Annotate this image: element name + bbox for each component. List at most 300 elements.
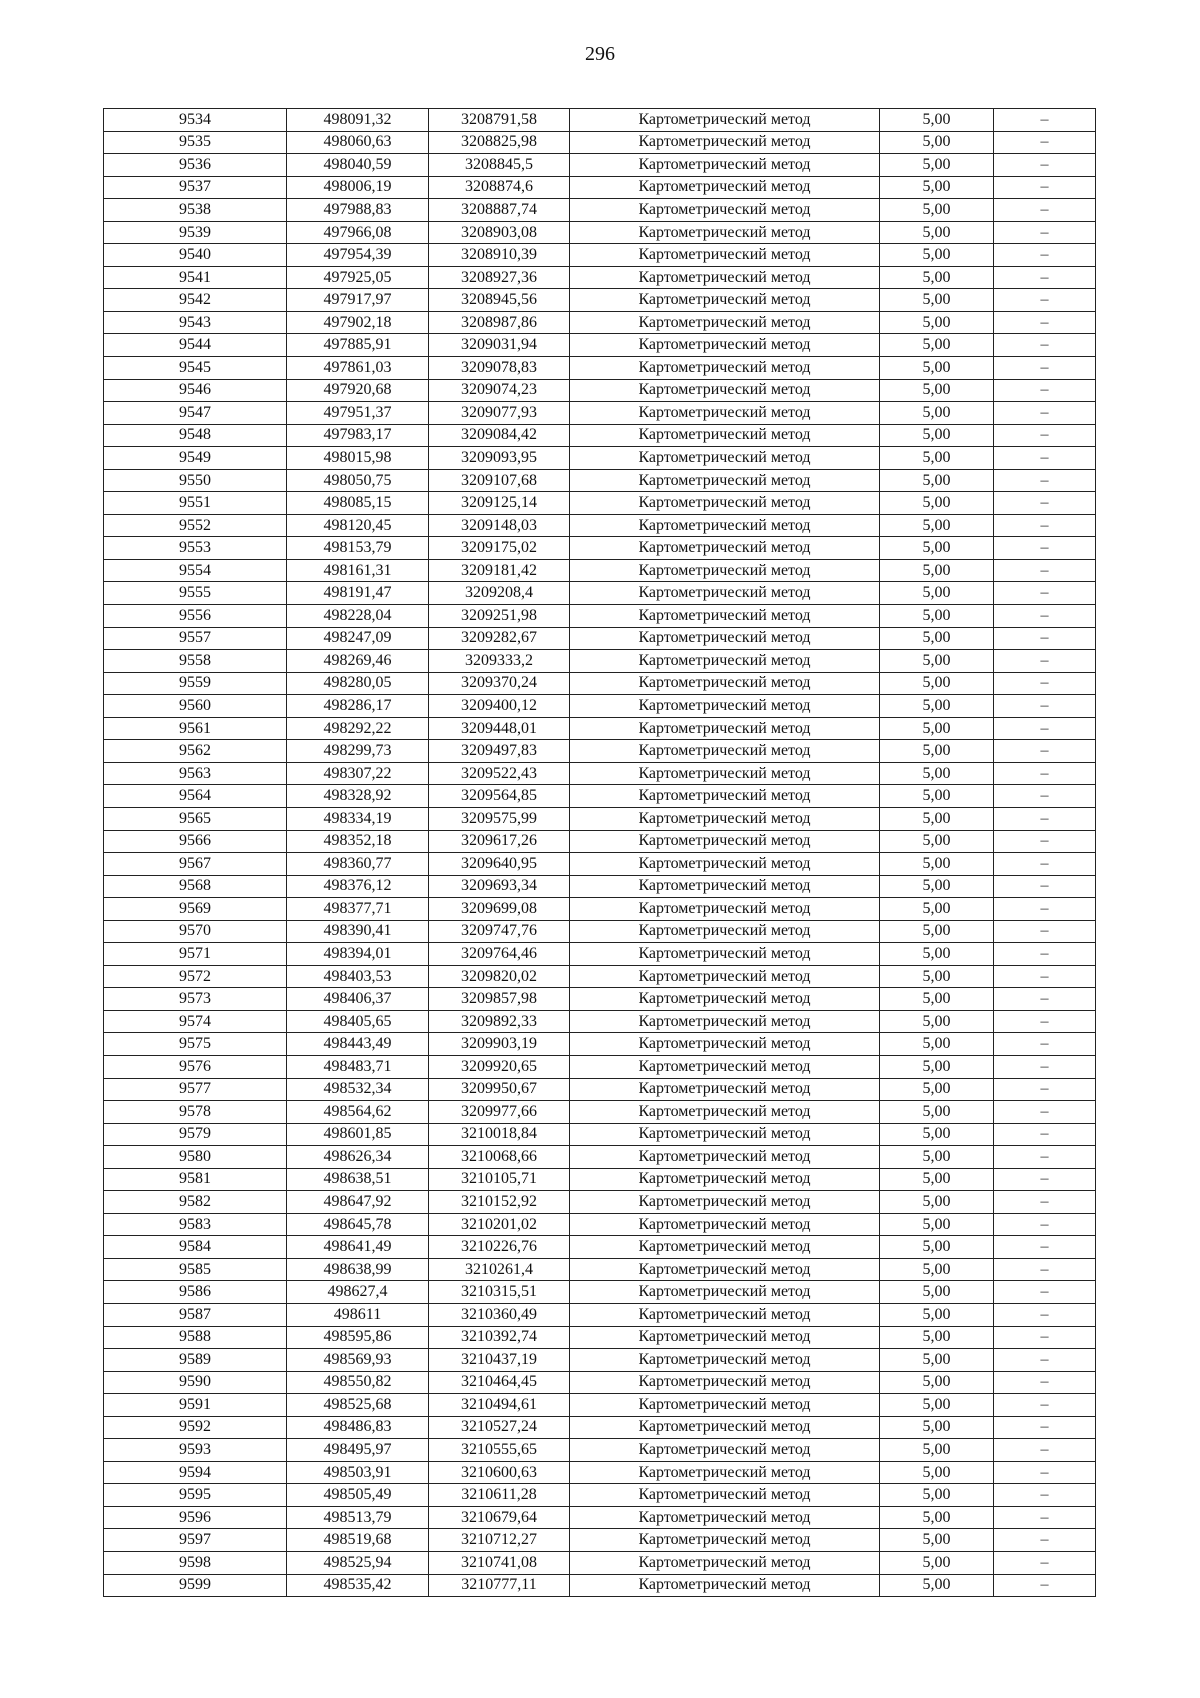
point-number-cell: 9534 <box>104 109 287 132</box>
description-cell: – <box>994 807 1096 830</box>
x-coordinate-cell: 498647,92 <box>287 1191 429 1214</box>
x-coordinate-cell: 498535,42 <box>287 1574 429 1597</box>
description-cell: – <box>994 943 1096 966</box>
method-cell: Картометрический метод <box>570 1506 880 1529</box>
table-row <box>104 875 1096 898</box>
x-coordinate-cell: 498390,41 <box>287 920 429 943</box>
y-coordinate-cell: 3210226,76 <box>429 1236 570 1259</box>
y-coordinate-cell: 3209175,02 <box>429 537 570 560</box>
accuracy-cell: 5,00 <box>880 1461 994 1484</box>
x-coordinate-cell: 498638,51 <box>287 1168 429 1191</box>
method-cell: Картометрический метод <box>570 898 880 921</box>
description-cell: – <box>994 492 1096 515</box>
method-cell: Картометрический метод <box>570 740 880 763</box>
point-number-cell: 9569 <box>104 898 287 921</box>
accuracy-cell: 5,00 <box>880 807 994 830</box>
table-row <box>104 1281 1096 1304</box>
table-row <box>104 131 1096 154</box>
table-row <box>104 1416 1096 1439</box>
y-coordinate-cell: 3208887,74 <box>429 199 570 222</box>
table-row <box>104 672 1096 695</box>
method-cell: Картометрический метод <box>570 1123 880 1146</box>
x-coordinate-cell: 497917,97 <box>287 289 429 312</box>
accuracy-cell: 5,00 <box>880 311 994 334</box>
x-coordinate-cell: 498292,22 <box>287 717 429 740</box>
accuracy-cell: 5,00 <box>880 1303 994 1326</box>
description-cell: – <box>994 447 1096 470</box>
x-coordinate-cell: 498394,01 <box>287 943 429 966</box>
x-coordinate-cell: 498228,04 <box>287 605 429 628</box>
description-cell: – <box>994 605 1096 628</box>
accuracy-cell: 5,00 <box>880 650 994 673</box>
x-coordinate-cell: 498015,98 <box>287 447 429 470</box>
x-coordinate-cell: 498532,34 <box>287 1078 429 1101</box>
table-row <box>104 357 1096 380</box>
x-coordinate-cell: 498645,78 <box>287 1213 429 1236</box>
method-cell: Картометрический метод <box>570 514 880 537</box>
table-row <box>104 717 1096 740</box>
method-cell: Картометрический метод <box>570 695 880 718</box>
x-coordinate-cell: 498503,91 <box>287 1461 429 1484</box>
y-coordinate-cell: 3210464,45 <box>429 1371 570 1394</box>
y-coordinate-cell: 3209820,02 <box>429 965 570 988</box>
point-number-cell: 9586 <box>104 1281 287 1304</box>
x-coordinate-cell: 498286,17 <box>287 695 429 718</box>
table-row <box>104 244 1096 267</box>
point-number-cell: 9571 <box>104 943 287 966</box>
point-number-cell: 9545 <box>104 357 287 380</box>
accuracy-cell: 5,00 <box>880 605 994 628</box>
table-row <box>104 785 1096 808</box>
y-coordinate-cell: 3209693,34 <box>429 875 570 898</box>
y-coordinate-cell: 3209370,24 <box>429 672 570 695</box>
method-cell: Картометрический метод <box>570 402 880 425</box>
accuracy-cell: 5,00 <box>880 244 994 267</box>
table-row <box>104 1394 1096 1417</box>
table-row <box>104 334 1096 357</box>
x-coordinate-cell: 497925,05 <box>287 266 429 289</box>
table-row <box>104 109 1096 132</box>
table-row <box>104 1461 1096 1484</box>
method-cell: Картометрический метод <box>570 1439 880 1462</box>
y-coordinate-cell: 3210105,71 <box>429 1168 570 1191</box>
description-cell: – <box>994 830 1096 853</box>
x-coordinate-cell: 498403,53 <box>287 965 429 988</box>
point-number-cell: 9573 <box>104 988 287 1011</box>
accuracy-cell: 5,00 <box>880 1191 994 1214</box>
accuracy-cell: 5,00 <box>880 1033 994 1056</box>
table-row <box>104 807 1096 830</box>
table-row <box>104 1078 1096 1101</box>
x-coordinate-cell: 497951,37 <box>287 402 429 425</box>
accuracy-cell: 5,00 <box>880 1168 994 1191</box>
table-row <box>104 311 1096 334</box>
x-coordinate-cell: 498360,77 <box>287 853 429 876</box>
accuracy-cell: 5,00 <box>880 1101 994 1124</box>
table-row <box>104 1371 1096 1394</box>
y-coordinate-cell: 3209084,42 <box>429 424 570 447</box>
description-cell: – <box>994 357 1096 380</box>
method-cell: Картометрический метод <box>570 1236 880 1259</box>
description-cell: – <box>994 717 1096 740</box>
table-row <box>104 1123 1096 1146</box>
accuracy-cell: 5,00 <box>880 1326 994 1349</box>
accuracy-cell: 5,00 <box>880 1258 994 1281</box>
point-number-cell: 9599 <box>104 1574 287 1597</box>
description-cell: – <box>994 1461 1096 1484</box>
method-cell: Картометрический метод <box>570 447 880 470</box>
x-coordinate-cell: 497954,39 <box>287 244 429 267</box>
accuracy-cell: 5,00 <box>880 1236 994 1259</box>
accuracy-cell: 5,00 <box>880 424 994 447</box>
method-cell: Картометрический метод <box>570 199 880 222</box>
description-cell: – <box>994 1574 1096 1597</box>
x-coordinate-cell: 498483,71 <box>287 1055 429 1078</box>
method-cell: Картометрический метод <box>570 943 880 966</box>
point-number-cell: 9575 <box>104 1033 287 1056</box>
description-cell: – <box>994 965 1096 988</box>
description-cell: – <box>994 1371 1096 1394</box>
point-number-cell: 9596 <box>104 1506 287 1529</box>
description-cell: – <box>994 1349 1096 1372</box>
x-coordinate-cell: 498405,65 <box>287 1010 429 1033</box>
table-row <box>104 154 1096 177</box>
accuracy-cell: 5,00 <box>880 672 994 695</box>
method-cell: Картометрический метод <box>570 1168 880 1191</box>
description-cell: – <box>994 1078 1096 1101</box>
accuracy-cell: 5,00 <box>880 920 994 943</box>
table-row <box>104 695 1096 718</box>
table-row <box>104 1236 1096 1259</box>
description-cell: – <box>994 221 1096 244</box>
point-number-cell: 9552 <box>104 514 287 537</box>
method-cell: Картометрический метод <box>570 965 880 988</box>
x-coordinate-cell: 498611 <box>287 1303 429 1326</box>
accuracy-cell: 5,00 <box>880 898 994 921</box>
description-cell: – <box>994 650 1096 673</box>
accuracy-cell: 5,00 <box>880 1281 994 1304</box>
accuracy-cell: 5,00 <box>880 559 994 582</box>
point-number-cell: 9595 <box>104 1484 287 1507</box>
point-number-cell: 9570 <box>104 920 287 943</box>
point-number-cell: 9581 <box>104 1168 287 1191</box>
accuracy-cell: 5,00 <box>880 1123 994 1146</box>
method-cell: Картометрический метод <box>570 1101 880 1124</box>
x-coordinate-cell: 498328,92 <box>287 785 429 808</box>
description-cell: – <box>994 1010 1096 1033</box>
y-coordinate-cell: 3210527,24 <box>429 1416 570 1439</box>
y-coordinate-cell: 3208987,86 <box>429 311 570 334</box>
x-coordinate-cell: 498191,47 <box>287 582 429 605</box>
description-cell: – <box>994 469 1096 492</box>
accuracy-cell: 5,00 <box>880 402 994 425</box>
point-number-cell: 9557 <box>104 627 287 650</box>
x-coordinate-cell: 498564,62 <box>287 1101 429 1124</box>
method-cell: Картометрический метод <box>570 492 880 515</box>
x-coordinate-cell: 498486,83 <box>287 1416 429 1439</box>
description-cell: – <box>994 109 1096 132</box>
description-cell: – <box>994 1416 1096 1439</box>
point-number-cell: 9594 <box>104 1461 287 1484</box>
y-coordinate-cell: 3208903,08 <box>429 221 570 244</box>
description-cell: – <box>994 582 1096 605</box>
accuracy-cell: 5,00 <box>880 830 994 853</box>
description-cell: – <box>994 988 1096 1011</box>
accuracy-cell: 5,00 <box>880 1146 994 1169</box>
point-number-cell: 9537 <box>104 176 287 199</box>
y-coordinate-cell: 3209640,95 <box>429 853 570 876</box>
method-cell: Картометрический метод <box>570 627 880 650</box>
y-coordinate-cell: 3208845,5 <box>429 154 570 177</box>
accuracy-cell: 5,00 <box>880 582 994 605</box>
method-cell: Картометрический метод <box>570 1529 880 1552</box>
y-coordinate-cell: 3209950,67 <box>429 1078 570 1101</box>
accuracy-cell: 5,00 <box>880 988 994 1011</box>
y-coordinate-cell: 3209892,33 <box>429 1010 570 1033</box>
method-cell: Картометрический метод <box>570 988 880 1011</box>
point-number-cell: 9568 <box>104 875 287 898</box>
table-row <box>104 1033 1096 1056</box>
x-coordinate-cell: 498519,68 <box>287 1529 429 1552</box>
description-cell: – <box>994 559 1096 582</box>
point-number-cell: 9554 <box>104 559 287 582</box>
table-row <box>104 199 1096 222</box>
method-cell: Картометрический метод <box>570 1484 880 1507</box>
method-cell: Картометрический метод <box>570 1349 880 1372</box>
accuracy-cell: 5,00 <box>880 853 994 876</box>
y-coordinate-cell: 3209699,08 <box>429 898 570 921</box>
x-coordinate-cell: 498247,09 <box>287 627 429 650</box>
method-cell: Картометрический метод <box>570 469 880 492</box>
y-coordinate-cell: 3209181,42 <box>429 559 570 582</box>
accuracy-cell: 5,00 <box>880 965 994 988</box>
x-coordinate-cell: 498091,32 <box>287 109 429 132</box>
accuracy-cell: 5,00 <box>880 514 994 537</box>
table-row <box>104 1168 1096 1191</box>
description-cell: – <box>994 379 1096 402</box>
method-cell: Картометрический метод <box>570 221 880 244</box>
table-row <box>104 1258 1096 1281</box>
y-coordinate-cell: 3210068,66 <box>429 1146 570 1169</box>
accuracy-cell: 5,00 <box>880 1574 994 1597</box>
description-cell: – <box>994 740 1096 763</box>
description-cell: – <box>994 785 1096 808</box>
point-number-cell: 9597 <box>104 1529 287 1552</box>
table-row <box>104 1484 1096 1507</box>
y-coordinate-cell: 3210018,84 <box>429 1123 570 1146</box>
y-coordinate-cell: 3209208,4 <box>429 582 570 605</box>
y-coordinate-cell: 3209148,03 <box>429 514 570 537</box>
y-coordinate-cell: 3209747,76 <box>429 920 570 943</box>
x-coordinate-cell: 498525,94 <box>287 1552 429 1575</box>
y-coordinate-cell: 3208825,98 <box>429 131 570 154</box>
description-cell: – <box>994 1213 1096 1236</box>
table-row <box>104 1552 1096 1575</box>
description-cell: – <box>994 1101 1096 1124</box>
table-row <box>104 1529 1096 1552</box>
table-row <box>104 1055 1096 1078</box>
table-row <box>104 1326 1096 1349</box>
table-row <box>104 289 1096 312</box>
method-cell: Картометрический метод <box>570 154 880 177</box>
y-coordinate-cell: 3209077,93 <box>429 402 570 425</box>
x-coordinate-cell: 498406,37 <box>287 988 429 1011</box>
y-coordinate-cell: 3210360,49 <box>429 1303 570 1326</box>
method-cell: Картометрический метод <box>570 853 880 876</box>
x-coordinate-cell: 497885,91 <box>287 334 429 357</box>
accuracy-cell: 5,00 <box>880 1439 994 1462</box>
x-coordinate-cell: 497902,18 <box>287 311 429 334</box>
table-row <box>104 605 1096 628</box>
method-cell: Картометрический метод <box>570 379 880 402</box>
point-number-cell: 9580 <box>104 1146 287 1169</box>
x-coordinate-cell: 498627,4 <box>287 1281 429 1304</box>
x-coordinate-cell: 498495,97 <box>287 1439 429 1462</box>
y-coordinate-cell: 3210611,28 <box>429 1484 570 1507</box>
table-row <box>104 176 1096 199</box>
table-row <box>104 1506 1096 1529</box>
method-cell: Картометрический метод <box>570 176 880 199</box>
y-coordinate-cell: 3210261,4 <box>429 1258 570 1281</box>
accuracy-cell: 5,00 <box>880 875 994 898</box>
description-cell: – <box>994 244 1096 267</box>
table-row <box>104 514 1096 537</box>
point-number-cell: 9543 <box>104 311 287 334</box>
x-coordinate-cell: 497966,08 <box>287 221 429 244</box>
method-cell: Картометрический метод <box>570 785 880 808</box>
description-cell: – <box>994 311 1096 334</box>
table-row <box>104 1101 1096 1124</box>
y-coordinate-cell: 3209031,94 <box>429 334 570 357</box>
point-number-cell: 9590 <box>104 1371 287 1394</box>
x-coordinate-cell: 498525,68 <box>287 1394 429 1417</box>
x-coordinate-cell: 498443,49 <box>287 1033 429 1056</box>
point-number-cell: 9548 <box>104 424 287 447</box>
x-coordinate-cell: 498550,82 <box>287 1371 429 1394</box>
point-number-cell: 9585 <box>104 1258 287 1281</box>
x-coordinate-cell: 498307,22 <box>287 762 429 785</box>
method-cell: Картометрический метод <box>570 109 880 132</box>
method-cell: Картометрический метод <box>570 537 880 560</box>
x-coordinate-cell: 498595,86 <box>287 1326 429 1349</box>
y-coordinate-cell: 3209497,83 <box>429 740 570 763</box>
y-coordinate-cell: 3209903,19 <box>429 1033 570 1056</box>
method-cell: Картометрический метод <box>570 582 880 605</box>
point-number-cell: 9564 <box>104 785 287 808</box>
point-number-cell: 9576 <box>104 1055 287 1078</box>
method-cell: Картометрический метод <box>570 807 880 830</box>
table-row <box>104 1574 1096 1597</box>
point-number-cell: 9567 <box>104 853 287 876</box>
table-row <box>104 582 1096 605</box>
accuracy-cell: 5,00 <box>880 357 994 380</box>
table-row <box>104 853 1096 876</box>
accuracy-cell: 5,00 <box>880 1371 994 1394</box>
description-cell: – <box>994 266 1096 289</box>
accuracy-cell: 5,00 <box>880 379 994 402</box>
point-number-cell: 9589 <box>104 1349 287 1372</box>
description-cell: – <box>994 920 1096 943</box>
y-coordinate-cell: 3210777,11 <box>429 1574 570 1597</box>
table-row <box>104 537 1096 560</box>
description-cell: – <box>994 334 1096 357</box>
description-cell: – <box>994 154 1096 177</box>
point-number-cell: 9572 <box>104 965 287 988</box>
description-cell: – <box>994 875 1096 898</box>
method-cell: Картометрический метод <box>570 1461 880 1484</box>
table-row <box>104 1349 1096 1372</box>
y-coordinate-cell: 3209400,12 <box>429 695 570 718</box>
description-cell: – <box>994 695 1096 718</box>
method-cell: Картометрический метод <box>570 1326 880 1349</box>
x-coordinate-cell: 498120,45 <box>287 514 429 537</box>
page-number: 296 <box>585 43 615 65</box>
accuracy-cell: 5,00 <box>880 537 994 560</box>
x-coordinate-cell: 497983,17 <box>287 424 429 447</box>
y-coordinate-cell: 3209575,99 <box>429 807 570 830</box>
table-row <box>104 1303 1096 1326</box>
accuracy-cell: 5,00 <box>880 199 994 222</box>
y-coordinate-cell: 3208927,36 <box>429 266 570 289</box>
table-row <box>104 830 1096 853</box>
coordinates-table <box>103 108 1096 1597</box>
accuracy-cell: 5,00 <box>880 717 994 740</box>
method-cell: Картометрический метод <box>570 1303 880 1326</box>
accuracy-cell: 5,00 <box>880 943 994 966</box>
point-number-cell: 9591 <box>104 1394 287 1417</box>
accuracy-cell: 5,00 <box>880 1416 994 1439</box>
method-cell: Картометрический метод <box>570 1010 880 1033</box>
accuracy-cell: 5,00 <box>880 762 994 785</box>
method-cell: Картометрический метод <box>570 1213 880 1236</box>
accuracy-cell: 5,00 <box>880 1349 994 1372</box>
point-number-cell: 9574 <box>104 1010 287 1033</box>
table-row <box>104 1010 1096 1033</box>
accuracy-cell: 5,00 <box>880 266 994 289</box>
method-cell: Картометрический метод <box>570 266 880 289</box>
description-cell: – <box>994 1191 1096 1214</box>
accuracy-cell: 5,00 <box>880 1506 994 1529</box>
y-coordinate-cell: 3210437,19 <box>429 1349 570 1372</box>
x-coordinate-cell: 498638,99 <box>287 1258 429 1281</box>
method-cell: Картометрический метод <box>570 762 880 785</box>
y-coordinate-cell: 3209448,01 <box>429 717 570 740</box>
point-number-cell: 9566 <box>104 830 287 853</box>
method-cell: Картометрический метод <box>570 1146 880 1169</box>
x-coordinate-cell: 498513,79 <box>287 1506 429 1529</box>
method-cell: Картометрический метод <box>570 1371 880 1394</box>
description-cell: – <box>994 1146 1096 1169</box>
description-cell: – <box>994 1258 1096 1281</box>
y-coordinate-cell: 3210392,74 <box>429 1326 570 1349</box>
y-coordinate-cell: 3209333,2 <box>429 650 570 673</box>
method-cell: Картометрический метод <box>570 1258 880 1281</box>
method-cell: Картометрический метод <box>570 1574 880 1597</box>
table-row <box>104 559 1096 582</box>
y-coordinate-cell: 3209522,43 <box>429 762 570 785</box>
accuracy-cell: 5,00 <box>880 1078 994 1101</box>
y-coordinate-cell: 3209857,98 <box>429 988 570 1011</box>
y-coordinate-cell: 3209074,23 <box>429 379 570 402</box>
accuracy-cell: 5,00 <box>880 1529 994 1552</box>
x-coordinate-cell: 498641,49 <box>287 1236 429 1259</box>
point-number-cell: 9565 <box>104 807 287 830</box>
point-number-cell: 9551 <box>104 492 287 515</box>
point-number-cell: 9542 <box>104 289 287 312</box>
method-cell: Картометрический метод <box>570 605 880 628</box>
y-coordinate-cell: 3210315,51 <box>429 1281 570 1304</box>
description-cell: – <box>994 199 1096 222</box>
